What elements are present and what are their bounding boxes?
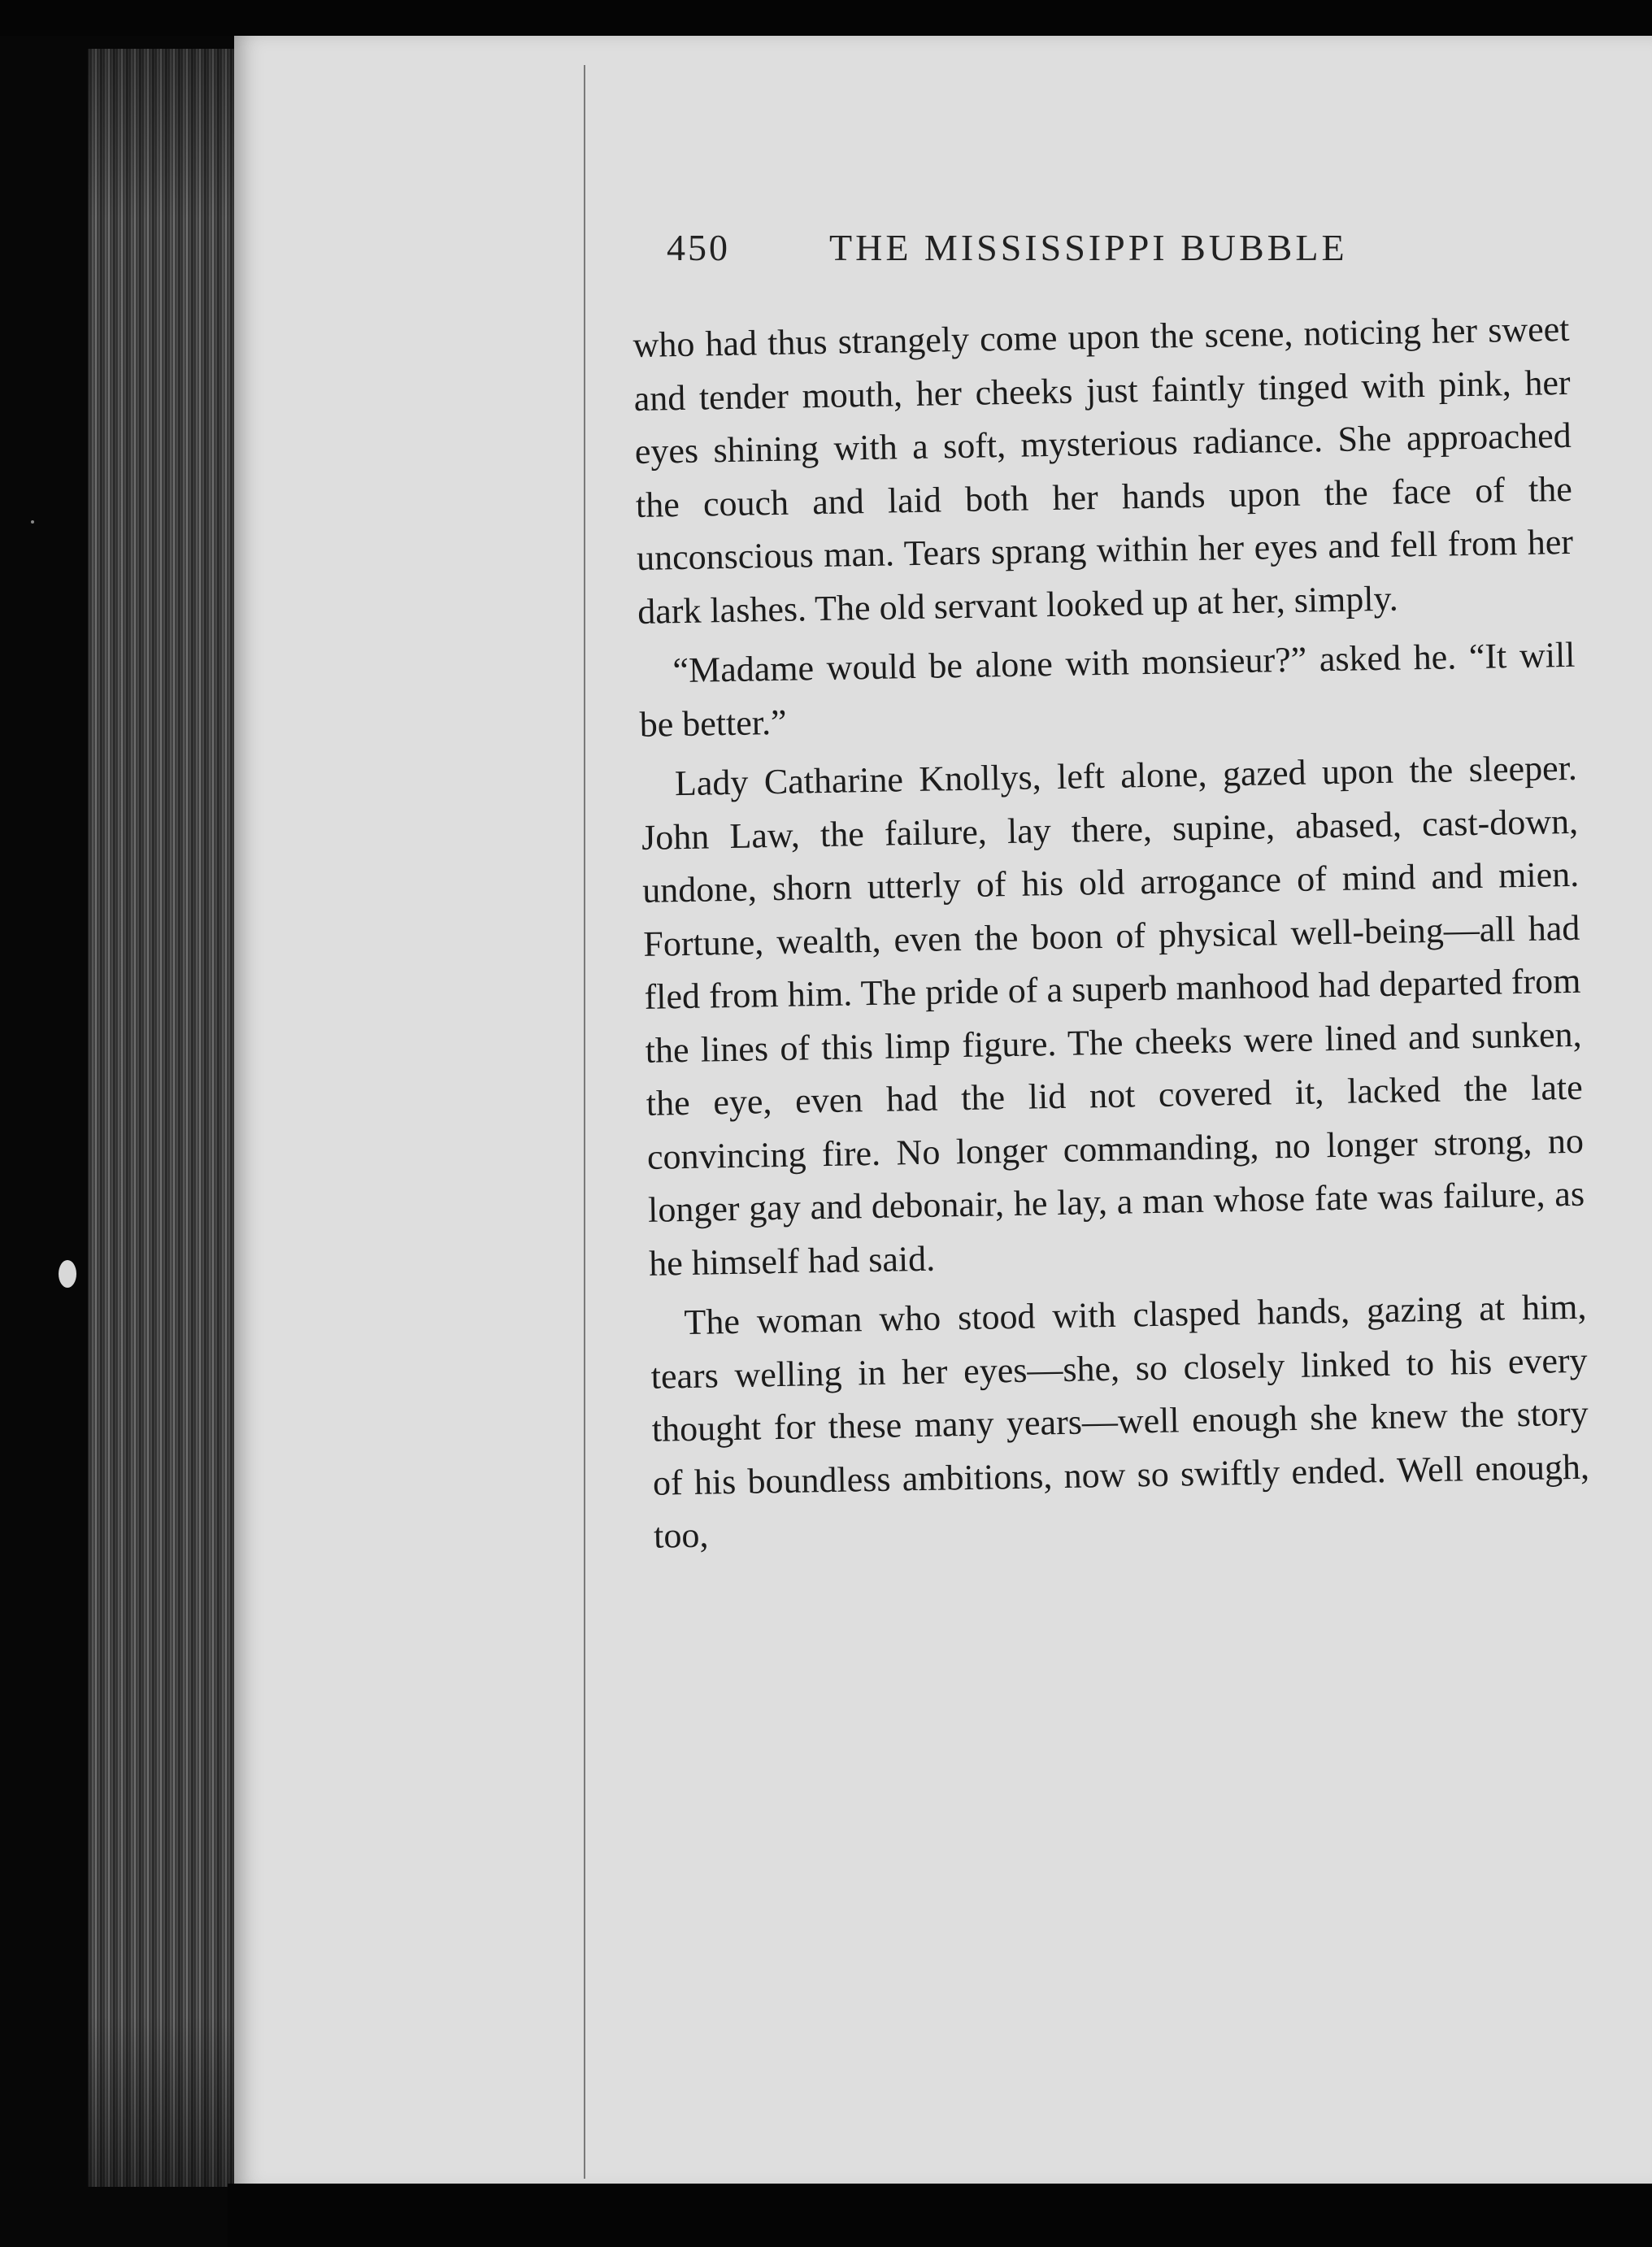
running-head <box>667 226 1577 283</box>
paragraph: “Madame would be alone with monsieur?” asked he. “It will be better.” <box>639 634 1576 745</box>
book-page-edges <box>88 49 236 2187</box>
page-number: 450 <box>667 227 730 268</box>
scan-bottom-border <box>228 2184 1652 2247</box>
paragraph: who had thus strangely come upon the scene, noticing her sweet and tender mouth, her cheeks just faintly tinged with pink, her eyes shining with a soft, mysterious radiance. She approached the couch and laid both her hands upon the face of the unconscious man. Tears sprang within her eyes and fell from her dark lashes. The old servant looked up at her, simply. <box>633 308 1574 632</box>
page-body-text <box>633 302 1591 1569</box>
book-title: THE MISSISSIPPI BUBBLE <box>829 227 1348 268</box>
paragraph: Lady Catharine Knollys, left alone, gazed upon the sleeper. John Law, the failure, lay there, supine, abased, cast-down, undone, shorn utterly of his old arrogance of mind and mien. Fortune, wealth, even the boon of physical well-being—all had fled from him. The pride of a superb manhood had departed from the lines of this limp figure. The cheeks were lined and sunken, the eye, even had the lid not covered it, lacked the late convincing fire. No longer commanding, no longer strong, no longer gay and debonair, he lay, a man whose fate was failure, as he himself had said. <box>641 747 1585 1284</box>
scan-top-border <box>0 0 1652 36</box>
scan-speck <box>59 1260 76 1288</box>
paragraph: The woman who stood with clasped hands, gazing at him, tears welling in her eyes—she, so closely linked to his every thought for these many years—well enough she knew the story of his boundless ambitions, now so swiftly ended. Well enough, too, <box>650 1286 1590 1556</box>
scan-speck <box>31 520 34 524</box>
page-gutter-line <box>584 65 585 2179</box>
